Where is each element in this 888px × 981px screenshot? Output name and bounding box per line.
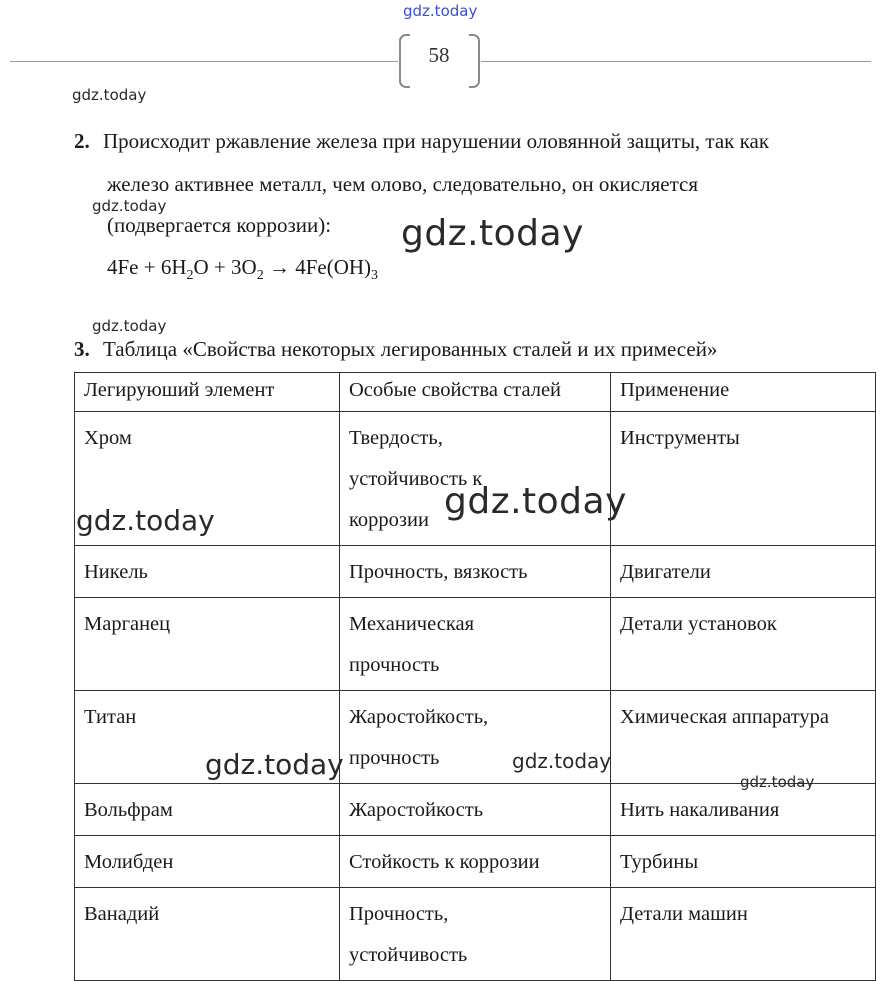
cell-properties: Прочность, устойчивость (340, 888, 611, 981)
cell-element: Титан (75, 691, 340, 784)
table-row (75, 598, 876, 691)
watermark-large: gdz.today (401, 213, 584, 254)
watermark: gdz.today (740, 773, 815, 791)
cell-properties: Прочность, вязкость (340, 546, 611, 598)
watermark-top: gdz.today (403, 2, 478, 20)
header-properties: Особые свойства сталей (340, 373, 611, 412)
item2-text-line3: (подвергается коррозии): (107, 213, 332, 237)
cell-application: Нить накаливания (611, 784, 876, 836)
watermark: gdz.today (92, 197, 167, 215)
table-header-row (75, 373, 876, 412)
watermark: gdz.today (512, 749, 612, 773)
cell-element: Хром (75, 412, 340, 546)
cell-application: Инструменты (611, 412, 876, 546)
cell-element: Марганец (75, 598, 340, 691)
table-row (75, 836, 876, 888)
equation: $4Fe + 6H_2O + 3O_2 \to 4Fe(OH)_3$ (107, 255, 379, 284)
item2-number: 2. (74, 129, 90, 153)
cell-properties: Жаростойкость, прочность (340, 691, 611, 784)
item3-line (74, 339, 717, 360)
table-row (75, 691, 876, 784)
item3-title: Таблица «Свойства некоторых легированных сталей и их примесей» (103, 337, 718, 361)
cell-properties: Твердость, устойчивость к коррозии (340, 412, 611, 546)
cell-application: Химическая аппаратура (611, 691, 876, 784)
watermark: gdz.today (72, 86, 147, 104)
watermark: gdz.today (76, 504, 215, 537)
cell-element: Никель (75, 546, 340, 598)
page-number: 58 (428, 43, 450, 67)
cell-application: Двигатели (611, 546, 876, 598)
header-rule-left (10, 61, 398, 62)
cell-element: Вольфрам (75, 784, 340, 836)
table-row (75, 546, 876, 598)
item2-line1 (74, 131, 769, 152)
cell-application: Турбины (611, 836, 876, 888)
cell-properties: Механическая прочность (340, 598, 611, 691)
header-element: Легируюший элемент (75, 373, 340, 412)
cell-properties: Стойкость к коррозии (340, 836, 611, 888)
cell-application: Детали машин (611, 888, 876, 981)
table-row (75, 888, 876, 981)
cell-application: Детали установок (611, 598, 876, 691)
header-application: Применение (611, 373, 876, 412)
table-row (75, 784, 876, 836)
watermark: gdz.today (92, 317, 167, 335)
watermark: gdz.today (205, 748, 344, 781)
alloy-steels-table (74, 372, 876, 981)
item3-number: 3. (74, 337, 90, 361)
item2-text-line2: железо активнее металл, чем олово, следовательно, он окисляется (107, 172, 699, 196)
watermark-large: gdz.today (444, 481, 627, 522)
cell-element: Ванадий (75, 888, 340, 981)
cell-element: Молибден (75, 836, 340, 888)
cell-properties: Жаростойкость (340, 784, 611, 836)
header-rule-right (481, 61, 871, 62)
item2-text-line1: Происходит ржавление железа при нарушении оловянной защиты, так как (103, 129, 770, 153)
